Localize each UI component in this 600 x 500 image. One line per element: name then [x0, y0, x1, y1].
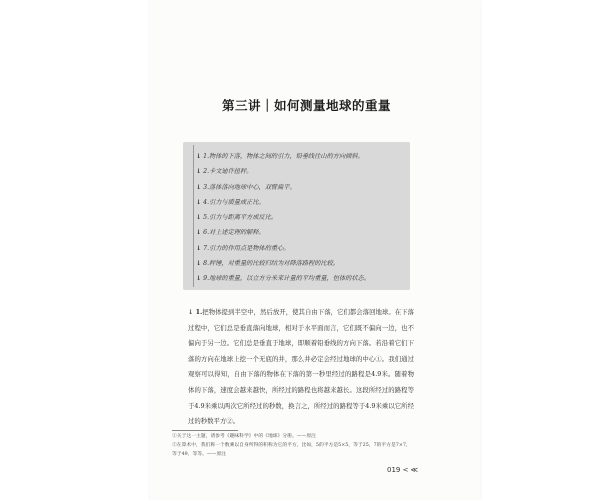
outline-item: ↓ 1.物体的下落，物体之间的引力，铅垂线往山的方向倾斜。: [196, 153, 364, 160]
chapter-outline-list: [196, 149, 406, 287]
paragraph-text: 把物体提到半空中，然后放开，使其自由下落，它们都会落回地球。在下落过程中，它们总是垂直落向地球，相对于水平面而言，它们既不偏向一边，也不偏向于另一边。它们总是垂直于地球，即顺着铅垂线的方向下落。若沿着它们下落的方向在地球上挖一个无底的井，那么井必定会经过地球的中心①。我们通过观察可以得知，自由下落的物体在下落的第一秒里经过的路程是4.9米。随着物体的下落，速度会越来越快，所经过的路程也将越来越长。这段所经过的路程等于4.9米乘以两次它所经过的秒数，换言之，所经过的路程等于4.9米乘以它所经过的秒数平方②。: [188, 308, 414, 426]
outline-item: ↓ 2.卡文迪许扭秤。: [196, 168, 253, 176]
body-paragraph: [188, 305, 414, 430]
footnote-divider: [172, 430, 238, 431]
outline-item: ↓ 8.秤锤，对重量的比较归结为对降落路程的比较。: [196, 260, 339, 268]
outline-item: ↓ 9.地球的重量，以立方分米来计量的平均重量，恒体的状态。: [196, 275, 370, 283]
outline-item: ↓ 6.对上述定理的解释。: [196, 229, 265, 237]
down-arrow-icon: ↓: [196, 198, 202, 206]
down-arrow-icon: ↓: [196, 214, 202, 222]
chapter-title: 第三讲｜如何测量地球的重量: [222, 98, 392, 113]
page-number: 019 < ≪: [387, 466, 419, 474]
down-arrow-icon: ↓: [196, 260, 202, 268]
outline-item: ↓ 4.引力与质量成正比。: [196, 198, 265, 206]
outline-item: ↓ 5.引力与距离平方成反比。: [196, 214, 278, 222]
down-arrow-icon: ↓: [196, 244, 202, 252]
down-arrow-icon: ↓: [196, 153, 202, 160]
footnote: ①关于这一主题，请参考《趣味科学》中的《地球》分册。——原注: [172, 434, 316, 439]
down-arrow-icon: ↓: [196, 275, 202, 283]
down-arrow-icon: ↓: [196, 183, 202, 191]
outline-item: ↓ 7.引力的作用点是物体的重心。: [196, 244, 290, 252]
down-arrow-icon: ↓: [196, 229, 202, 237]
down-arrow-icon: ↓: [196, 168, 202, 176]
footnotes: [172, 432, 412, 460]
outline-item: ↓ 3.落体落向地球中心，双臂扁平。: [196, 183, 296, 191]
footnote: ②在算术中，我们称一个数乘以自身所得的积称为它的平方，比如，5的平方是5×5，等于25，7的平方是7×7，等于49，等等。——原注: [172, 443, 411, 458]
paragraph-marker: ↓ 1.: [188, 308, 203, 316]
